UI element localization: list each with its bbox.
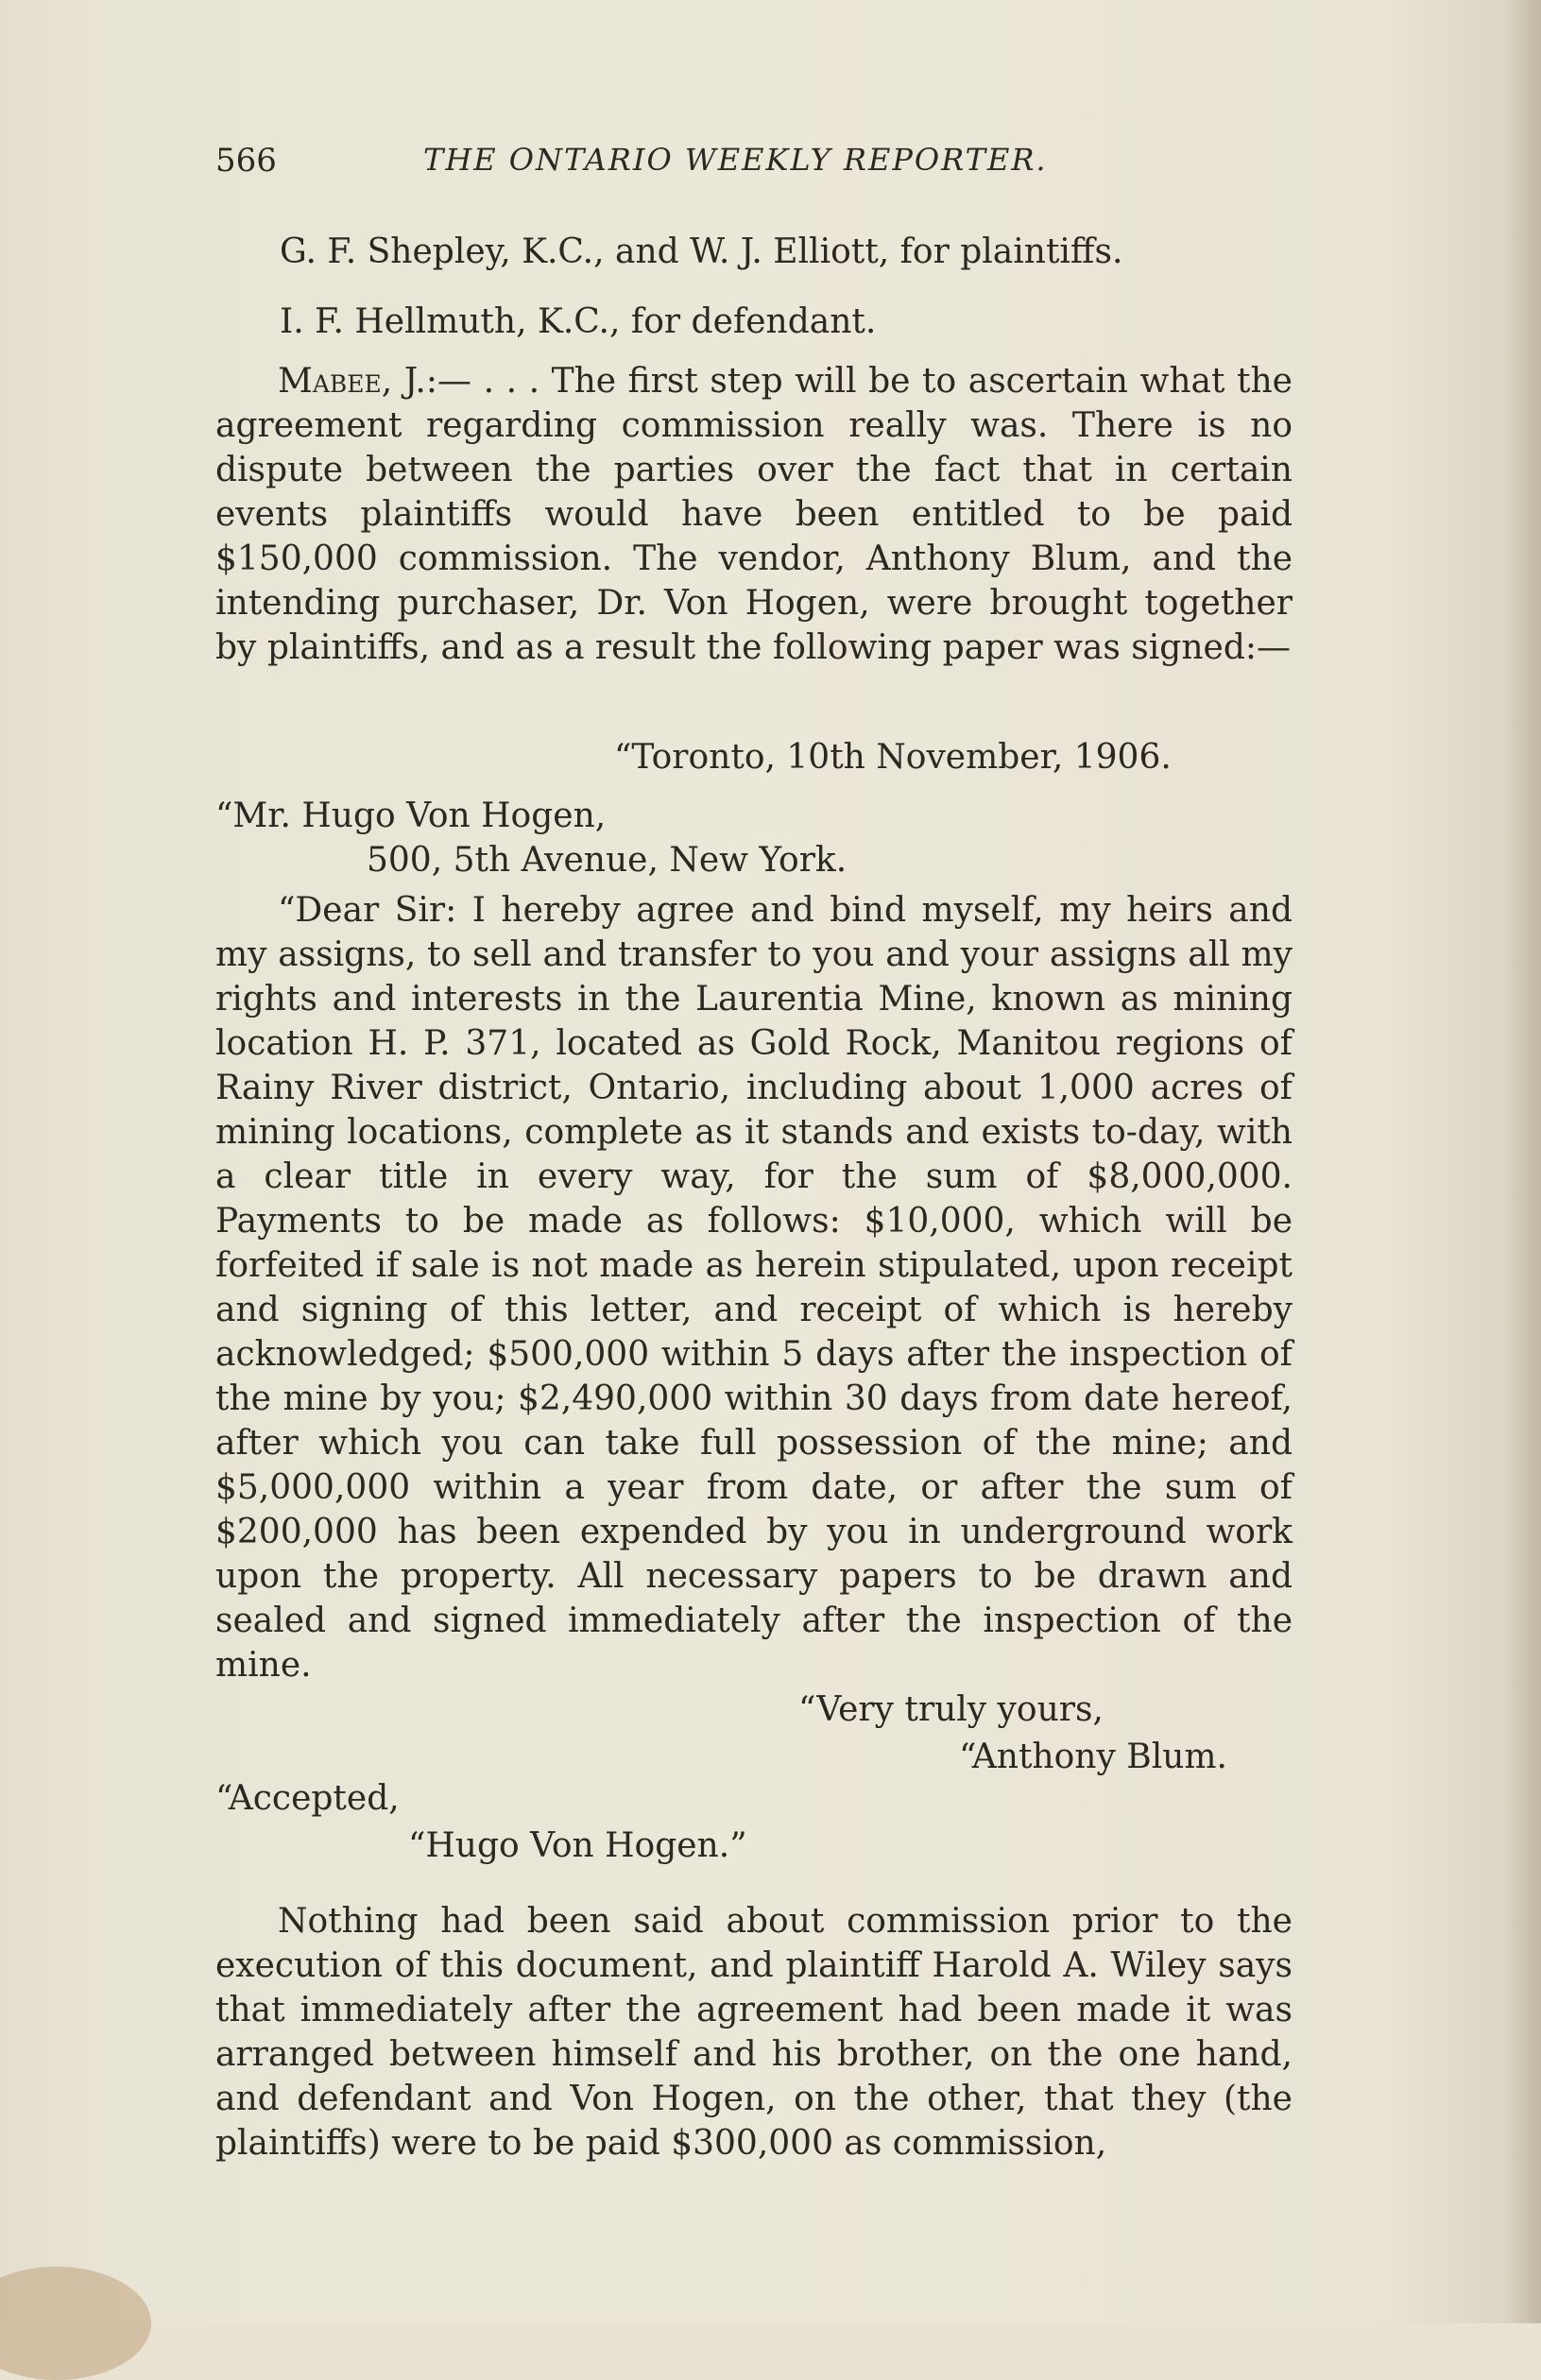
letter-closing: “Very truly yours,	[798, 1690, 1104, 1729]
corner-stain	[0, 2267, 151, 2380]
accepted-signature: “Hugo Von Hogen.”	[408, 1826, 747, 1865]
addressee-address: 500, 5th Avenue, New York.	[367, 841, 848, 880]
letter-addressee	[215, 794, 1293, 882]
judgment-paragraph	[215, 359, 1293, 670]
judgment-body: :— . . . The first step will be to ascertain what the agreement regarding commission really was. There is no dispute between the parties over the fact that in certain events plaintiffs would have been entitled to be paid $150,000 commission. The vendor, Anthony Blum, and the intending purchaser, Dr. Von Hogen, were brought together by plaintiffs, and as a result the following paper was signed:—	[215, 362, 1293, 667]
accepted-label: “Accepted,	[215, 1779, 400, 1818]
judge-name: Mabee, J.	[278, 362, 426, 401]
page-number: 566	[215, 142, 277, 180]
addressee-name: “Mr. Hugo Von Hogen,	[215, 796, 607, 835]
counsel-list	[215, 217, 1293, 357]
letter-text: “Dear Sir: I hereby agree and bind myself, my heirs and my assigns, to sell and transfer to you and your assigns all my rights and interests in the Laurentia Mine, known as mining location H. P. 371, located as Gold Rock, Manitou regions of Rainy River district, Ontario, including about 1,000 acres of mining locations, complete as it stands and exists to-day, with a clear title in every way, for the sum of $8,000,000. Payments to be made as follows: $10,000, which will be forfeited if sale is not made as herein stipulated, upon receipt and signing of this letter, and receipt of which is hereby acknowledged; $500,000 within 5 days after the inspection of the mine by you; $2,490,000 within 30 days from date hereof, after which you can take full possession of the mine; and $5,000,000 within a year from date, or after the sum of $200,000 has been expended by you in underground work upon the property. All necessary papers to be drawn and sealed and signed immediately after the inspection of the mine.	[215, 891, 1293, 1685]
counsel-defendant: I. F. Hellmuth, K.C., for defendant.	[280, 302, 877, 341]
letter-dateline: “Toronto, 10th November, 1906.	[614, 738, 1172, 777]
following-paragraph-text: Nothing had been said about commission prior to the execution of this document, and plaintiff Harold A. Wiley says that immediately after the agreement had been made it was arranged between himself and his brother, on the one hand, and defendant and Von Hogen, on the other, that they (the plaintiffs) were to be paid $300,000 as commission,	[215, 1902, 1293, 2163]
judgment-text	[215, 359, 1293, 670]
following-paragraph	[215, 1899, 1293, 2166]
running-head: THE ONTARIO WEEKLY REPORTER.	[423, 142, 1048, 178]
counsel-plaintiffs: G. F. Shepley, K.C., and W. J. Elliott, for plaintiffs.	[280, 232, 1123, 271]
letter-body	[215, 888, 1293, 1687]
letter-signature: “Anthony Blum.	[959, 1738, 1227, 1776]
page-header	[215, 142, 1293, 189]
gutter-shadow	[1503, 0, 1541, 2323]
